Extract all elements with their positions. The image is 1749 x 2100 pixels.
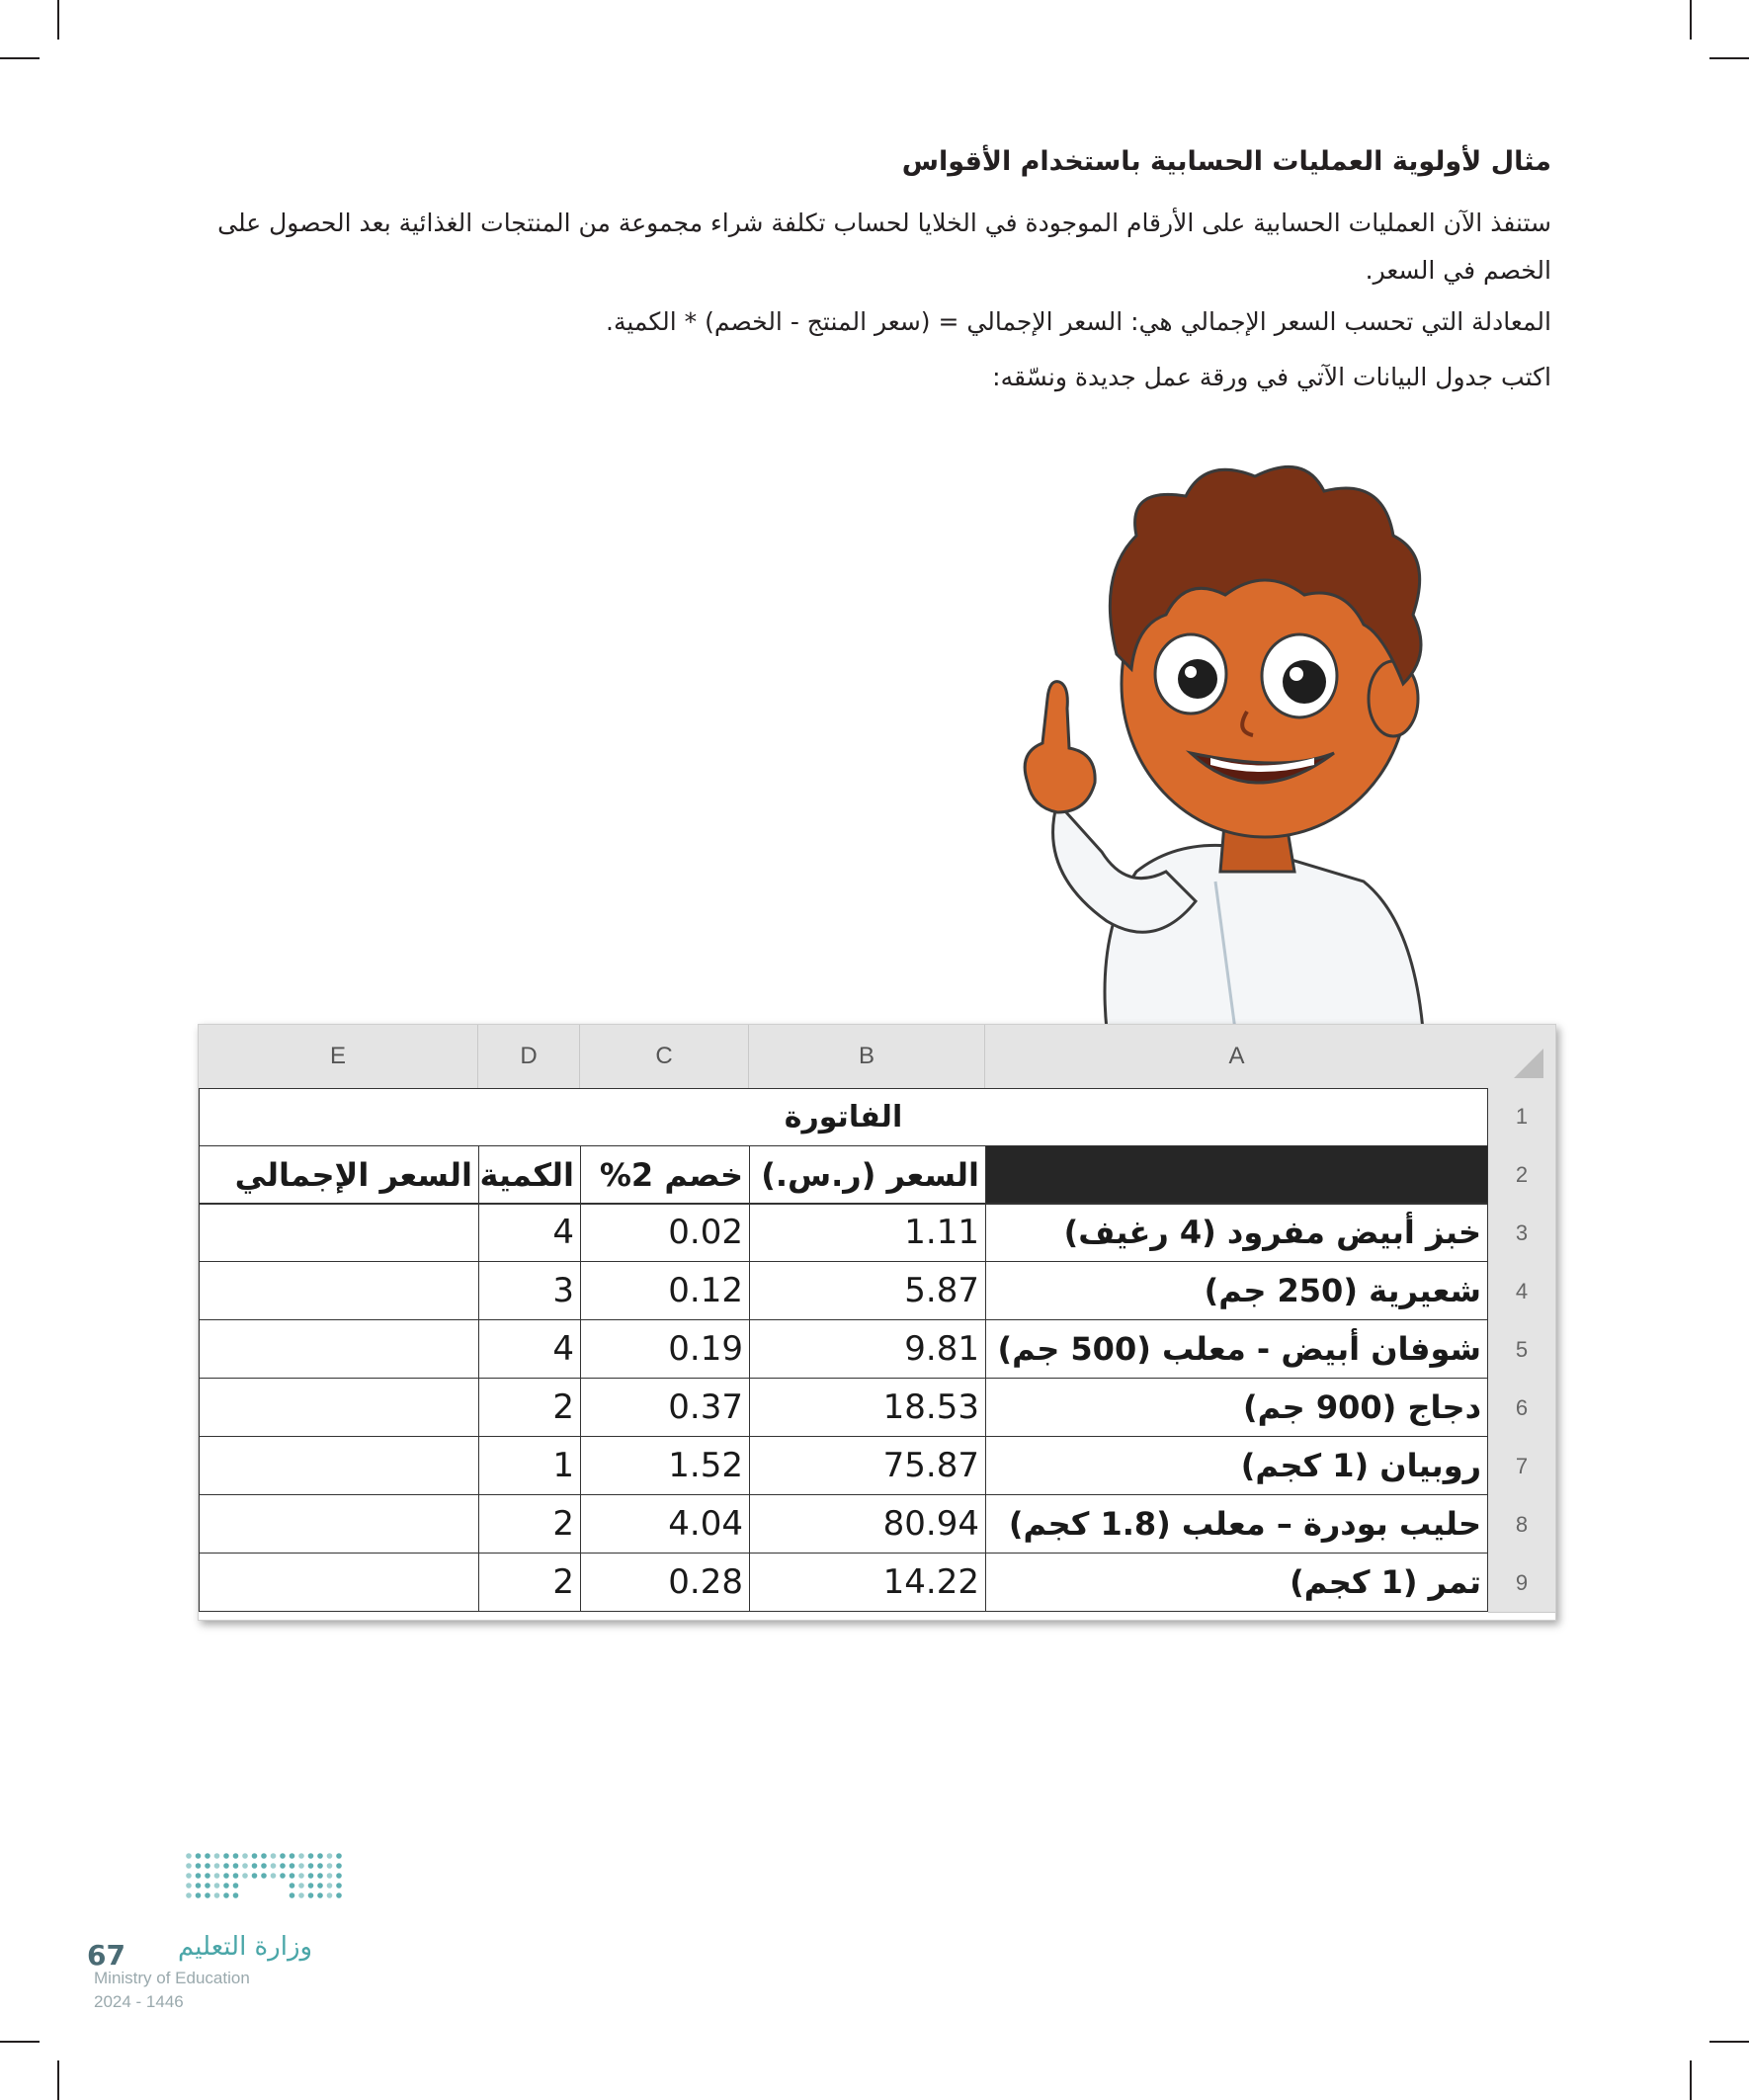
logo-dot <box>280 1853 286 1859</box>
row-header-2[interactable]: 2 <box>1488 1145 1555 1205</box>
logo-dot <box>317 1863 323 1869</box>
logo-dot <box>186 1853 192 1859</box>
quantity-cell[interactable]: 1 <box>478 1436 581 1495</box>
logo-dot <box>205 1873 210 1879</box>
item-cell[interactable]: شوفان أبيض - معلب (500 جم) <box>985 1319 1488 1379</box>
logo-dot <box>233 1863 239 1869</box>
item-cell[interactable]: شعيرية (250 جم) <box>985 1261 1488 1320</box>
logo-dot <box>196 1892 202 1898</box>
logo-dot <box>308 1883 314 1889</box>
price-cell[interactable]: 1.11 <box>749 1203 986 1262</box>
logo-dot <box>280 1873 286 1879</box>
logo-dot <box>290 1883 295 1889</box>
logo-dot <box>186 1883 192 1889</box>
crop-mark <box>0 2041 40 2043</box>
logo-dot <box>242 1873 248 1879</box>
logo-dot <box>233 1873 239 1879</box>
logo-dot <box>327 1853 333 1859</box>
column-header-b[interactable]: B <box>749 1025 985 1089</box>
logo-dot <box>290 1892 295 1898</box>
logo-dot <box>186 1873 192 1879</box>
price-cell[interactable]: 9.81 <box>749 1319 986 1379</box>
quantity-cell[interactable]: 2 <box>478 1553 581 1612</box>
logo-dot <box>223 1863 229 1869</box>
logo-dot <box>317 1892 323 1898</box>
logo-dot <box>214 1863 220 1869</box>
logo-dot <box>196 1883 202 1889</box>
invoice-title-cell[interactable]: الفاتورة <box>199 1088 1488 1146</box>
item-cell[interactable]: تمر (1 كجم) <box>985 1553 1488 1612</box>
logo-dot <box>271 1863 277 1869</box>
logo-dot <box>214 1873 220 1879</box>
header-quantity-cell[interactable]: الكمية <box>478 1145 581 1205</box>
logo-dot <box>242 1853 248 1859</box>
spreadsheet-table <box>198 1024 1556 1621</box>
logo-dot <box>205 1892 210 1898</box>
row-header-5[interactable]: 5 <box>1488 1320 1555 1380</box>
logo-dot <box>327 1883 333 1889</box>
row-header-4[interactable]: 4 <box>1488 1262 1555 1321</box>
price-cell[interactable]: 75.87 <box>749 1436 986 1495</box>
column-header-a[interactable]: A <box>985 1025 1489 1089</box>
logo-dot <box>261 1863 267 1869</box>
discount-cell[interactable]: 0.02 <box>580 1203 750 1262</box>
ministry-logo-dots <box>183 1848 351 1907</box>
logo-dot <box>186 1892 192 1898</box>
item-cell[interactable]: حليب بودرة – معلب (1.8 كجم) <box>985 1494 1488 1554</box>
discount-cell[interactable]: 0.37 <box>580 1378 750 1437</box>
logo-dot <box>214 1883 220 1889</box>
quantity-cell[interactable]: 3 <box>478 1261 581 1320</box>
quantity-cell[interactable]: 2 <box>478 1378 581 1437</box>
discount-cell[interactable]: 0.19 <box>580 1319 750 1379</box>
row-header-9[interactable]: 9 <box>1488 1554 1555 1613</box>
logo-dot <box>233 1853 239 1859</box>
logo-dot <box>336 1883 342 1889</box>
logo-dot <box>280 1863 286 1869</box>
logo-dot <box>336 1892 342 1898</box>
logo-dot <box>233 1883 239 1889</box>
discount-cell[interactable]: 4.04 <box>580 1494 750 1554</box>
crop-mark <box>1690 2060 1692 2100</box>
logo-dot <box>252 1863 258 1869</box>
logo-dot <box>298 1853 304 1859</box>
total-cell[interactable] <box>199 1378 479 1437</box>
total-cell[interactable] <box>199 1319 479 1379</box>
total-cell[interactable] <box>199 1494 479 1554</box>
header-discount-cell[interactable]: خصم 2% <box>580 1145 750 1205</box>
logo-dot <box>196 1873 202 1879</box>
logo-dot <box>214 1892 220 1898</box>
total-cell[interactable] <box>199 1261 479 1320</box>
logo-dot <box>196 1863 202 1869</box>
logo-dot <box>327 1863 333 1869</box>
discount-cell[interactable]: 1.52 <box>580 1436 750 1495</box>
boy-character-illustration <box>988 457 1462 1030</box>
quantity-cell[interactable]: 4 <box>478 1319 581 1379</box>
logo-dot <box>223 1873 229 1879</box>
item-cell[interactable]: دجاج (900 جم) <box>985 1378 1488 1437</box>
logo-dot <box>261 1873 267 1879</box>
row-header-3[interactable]: 3 <box>1488 1204 1555 1263</box>
logo-dot <box>242 1863 248 1869</box>
quantity-cell[interactable]: 4 <box>478 1203 581 1262</box>
logo-dot <box>308 1853 314 1859</box>
row-header-6[interactable]: 6 <box>1488 1379 1555 1438</box>
row-header-7[interactable]: 7 <box>1488 1437 1555 1496</box>
price-cell[interactable]: 80.94 <box>749 1494 986 1554</box>
logo-dot <box>298 1883 304 1889</box>
logo-dot <box>186 1863 192 1869</box>
logo-dot <box>317 1873 323 1879</box>
header-price-cell[interactable]: السعر (ر.س.) <box>749 1145 986 1205</box>
edition-year: 2024 - 1446 <box>94 1992 184 2011</box>
price-cell[interactable]: 5.87 <box>749 1261 986 1320</box>
logo-dot <box>214 1853 220 1859</box>
crop-mark <box>57 0 59 40</box>
total-cell[interactable] <box>199 1553 479 1612</box>
logo-dot <box>327 1873 333 1879</box>
logo-dot <box>223 1892 229 1898</box>
logo-dot <box>205 1883 210 1889</box>
total-cell[interactable] <box>199 1436 479 1495</box>
page-number: 67 <box>87 1939 125 1972</box>
logo-dot <box>261 1853 267 1859</box>
select-all-corner[interactable] <box>1488 1025 1555 1089</box>
logo-dot <box>252 1853 258 1859</box>
logo-dot <box>290 1853 295 1859</box>
logo-dot <box>223 1883 229 1889</box>
logo-dot <box>252 1873 258 1879</box>
logo-dot <box>290 1873 295 1879</box>
crop-mark <box>57 2060 59 2100</box>
logo-dot <box>205 1853 210 1859</box>
column-header-c[interactable]: C <box>580 1025 749 1089</box>
logo-dot <box>298 1873 304 1879</box>
crop-mark <box>1709 57 1749 59</box>
discount-cell[interactable]: 0.28 <box>580 1553 750 1612</box>
item-cell[interactable]: روبيان (1 كجم) <box>985 1436 1488 1495</box>
logo-dot <box>308 1873 314 1879</box>
ministry-name-english: Ministry of Education <box>94 1969 250 1987</box>
header-total-cell[interactable]: السعر الإجمالي <box>199 1145 479 1205</box>
logo-dot <box>271 1873 277 1879</box>
section-heading: مثال لأولوية العمليات الحسابية باستخدام الأقواس <box>901 146 1551 177</box>
logo-dot <box>336 1863 342 1869</box>
price-cell[interactable]: 18.53 <box>749 1378 986 1437</box>
item-cell[interactable]: خبز أبيض مفرود (4 رغيف) <box>985 1203 1488 1262</box>
logo-dot <box>317 1853 323 1859</box>
crop-mark <box>1690 0 1692 40</box>
logo-dot <box>290 1863 295 1869</box>
logo-dot <box>196 1853 202 1859</box>
logo-dot <box>233 1892 239 1898</box>
logo-dot <box>327 1892 333 1898</box>
formula-paragraph: المعادلة التي تحسب السعر الإجمالي هي: السعر الإجمالي = (سعر المنتج - الخصم) * الكمية. <box>606 307 1551 336</box>
crop-mark <box>0 57 40 59</box>
logo-dot <box>317 1883 323 1889</box>
intro-paragraph: ستنفذ الآن العمليات الحسابية على الأرقام الموجودة في الخلايا لحساب تكلفة شراء مجموعة من المنتجات الغذائية بعد الحصول على الخصم في السعر. <box>217 209 1551 285</box>
logo-dot <box>205 1863 210 1869</box>
header-item-cell[interactable] <box>985 1145 1488 1205</box>
quantity-cell[interactable]: 2 <box>478 1494 581 1554</box>
crop-mark <box>1709 2041 1749 2043</box>
ministry-name-arabic: وزارة التعليم <box>178 1932 313 1962</box>
total-cell[interactable] <box>199 1203 479 1262</box>
price-cell[interactable]: 14.22 <box>749 1553 986 1612</box>
column-header-d[interactable]: D <box>478 1025 580 1089</box>
logo-dot <box>271 1853 277 1859</box>
logo-dot <box>298 1863 304 1869</box>
logo-dot <box>336 1853 342 1859</box>
logo-dot <box>223 1853 229 1859</box>
column-header-e[interactable]: E <box>199 1025 478 1089</box>
row-header-1[interactable]: 1 <box>1488 1088 1555 1146</box>
logo-dot <box>308 1863 314 1869</box>
logo-dot <box>336 1873 342 1879</box>
logo-dot <box>308 1892 314 1898</box>
discount-cell[interactable]: 0.12 <box>580 1261 750 1320</box>
logo-dot <box>298 1892 304 1898</box>
instruction-paragraph: اكتب جدول البيانات الآتي في ورقة عمل جديدة ونسّقه: <box>992 363 1551 391</box>
row-header-8[interactable]: 8 <box>1488 1495 1555 1554</box>
